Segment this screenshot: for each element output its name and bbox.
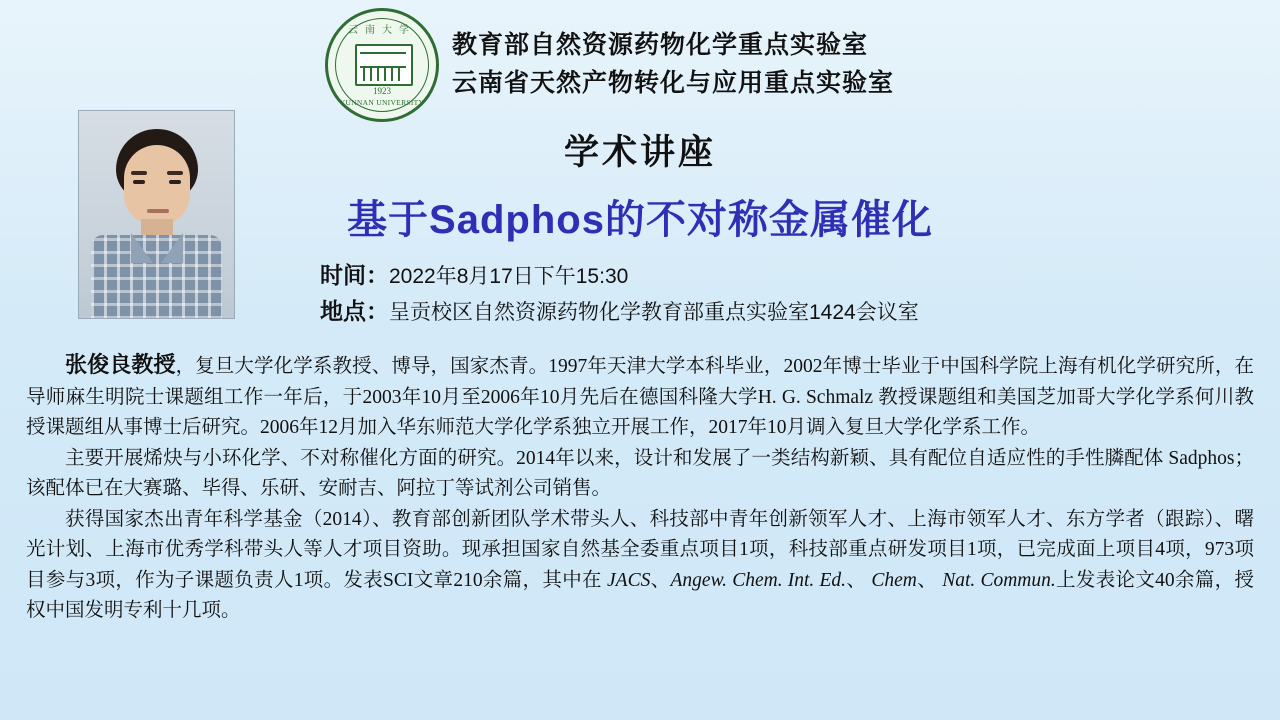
portrait-eye-right	[169, 180, 181, 184]
bio-paragraph-1-text: ，复旦大学化学系教授、博导，国家杰青。1997年天津大学本科毕业，2002年博士毕业于中国科学院上海有机化学研究所，在导师麻生明院士课题组工作一年后，于2003年10月至2006年10月先后在德国科隆大学H. G. Schmalz 教授课题组和美国芝加哥大学化学系何川教授课题组从事博士后研究。2006年12月加入华东师范大学化学系独立开展工作，2017年10月调入复旦大学化学系工作。	[26, 356, 1254, 438]
bio-paragraph-1	[26, 350, 1254, 444]
seal-english-name: YUNNAN UNIVERSITY	[339, 98, 425, 107]
bio-paragraph-2: 主要开展烯炔与小环化学、不对称催化方面的研究。2014年以来，设计和发展了一类结构新颖、具有配位自适应性的手性膦配体 Sadphos；该配体已在大赛璐、毕得、乐研、安耐吉、阿拉丁等试剂公司销售。	[26, 447, 1254, 499]
portrait-collar-right	[161, 233, 183, 263]
journal-nat-commun: Nat. Commun.	[942, 569, 1056, 591]
journal-sep-2: 、	[846, 569, 872, 591]
speaker-portrait	[78, 110, 235, 319]
portrait-eye-left	[133, 180, 145, 184]
page-title: 基于Sadphos的不对称金属催化	[347, 198, 933, 242]
journal-angew: Angew. Chem. Int. Ed.	[670, 569, 847, 591]
seal-chinese-name: 云南大学	[348, 25, 416, 36]
journal-sep-3: 、	[916, 569, 943, 591]
event-info	[320, 258, 919, 330]
bio-paragraph-3-text-b: 上发表论文40余篇，授权中国发明专利十几项。	[26, 569, 1254, 621]
university-logo	[325, 8, 443, 126]
seal-building-icon	[355, 44, 413, 86]
bio-paragraph-3	[26, 505, 1254, 627]
bio-paragraph-3-text-a: 获得国家杰出青年科学基金（2014）、教育部创新团队学术带头人、科技部中青年创新领军人才、上海市领军人才、东方学者（跟踪）、曙光计划、上海市优秀学科带头人等人才项目资助。现承担国家自然基全委重点项目1项，科技部重点研发项目1项，已完成面上项目4项，973项目参与3项，作为子课题负责人1项。发表SCI文章210余篇，其中在	[26, 508, 1254, 591]
journal-sep-1: 、	[650, 569, 671, 591]
event-time-row	[320, 258, 919, 294]
event-place-label: 地点：	[320, 298, 389, 324]
journal-jacs: JACS	[607, 569, 651, 591]
lab-name-line-1: 教育部自然资源药物化学重点实验室	[452, 31, 869, 59]
event-time-value: 2022年8月17日下午15:30	[389, 265, 629, 288]
lab-names	[452, 26, 894, 102]
event-place-row	[320, 294, 919, 330]
event-time-label: 时间：	[320, 262, 389, 288]
event-place-value: 呈贡校区自然资源药物化学教育部重点实验室1424会议室	[389, 301, 919, 324]
speaker-name: 张俊良教授	[65, 352, 176, 377]
poster-header	[0, 0, 1280, 110]
seal-year: 1923	[373, 86, 391, 96]
portrait-shirt	[91, 235, 222, 319]
portrait-brow-right	[167, 171, 183, 175]
speaker-bio	[26, 350, 1254, 627]
lecture-label: 学术讲座	[563, 133, 716, 172]
journal-chem: Chem	[871, 569, 917, 591]
portrait-face	[124, 145, 190, 225]
portrait-collar-left	[131, 233, 153, 263]
portrait-brow-left	[131, 171, 147, 175]
lab-name-line-2: 云南省天然产物转化与应用重点实验室	[452, 69, 895, 97]
portrait-mouth	[147, 209, 169, 213]
